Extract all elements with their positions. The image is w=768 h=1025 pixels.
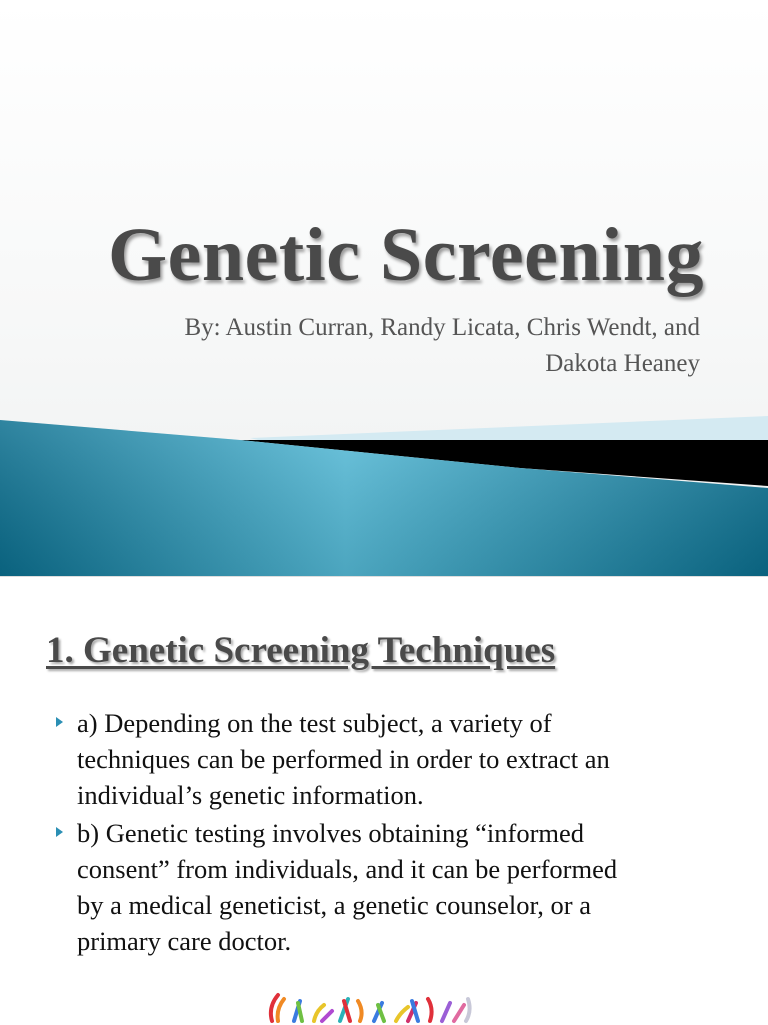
slide-title: Genetic Screening	[108, 213, 704, 297]
triangle-bullet-icon	[56, 827, 63, 837]
triangle-bullet-icon	[56, 717, 63, 727]
decorative-banner	[0, 410, 768, 576]
slide-subtitle	[0, 310, 700, 382]
bullet-line: individual’s genetic information.	[77, 780, 424, 810]
pale-stripe	[250, 416, 768, 440]
subtitle-line: By: Austin Curran, Randy Licata, Chris Wendt, and	[184, 314, 700, 341]
slide-heading: 1. Genetic Screening Techniques	[46, 630, 556, 671]
bullet-item	[56, 705, 736, 813]
content-slide	[0, 576, 768, 1025]
bullet-line: by a medical geneticist, a genetic counselor, or a	[77, 890, 592, 920]
bullet-line: b) Genetic testing involves obtaining “informed	[77, 818, 585, 848]
bullet-line: primary care doctor.	[77, 926, 292, 956]
bullet-item	[56, 815, 736, 959]
bullet-list	[56, 705, 736, 961]
bullet-line: techniques can be performed in order to extract an	[77, 744, 610, 774]
bullet-line: a) Depending on the test subject, a variety of	[77, 708, 552, 738]
bullet-line: consent” from individuals, and it can be performed	[77, 854, 618, 884]
subtitle-line: Dakota Heaney	[545, 350, 700, 377]
chromosomes-image	[258, 981, 488, 1025]
